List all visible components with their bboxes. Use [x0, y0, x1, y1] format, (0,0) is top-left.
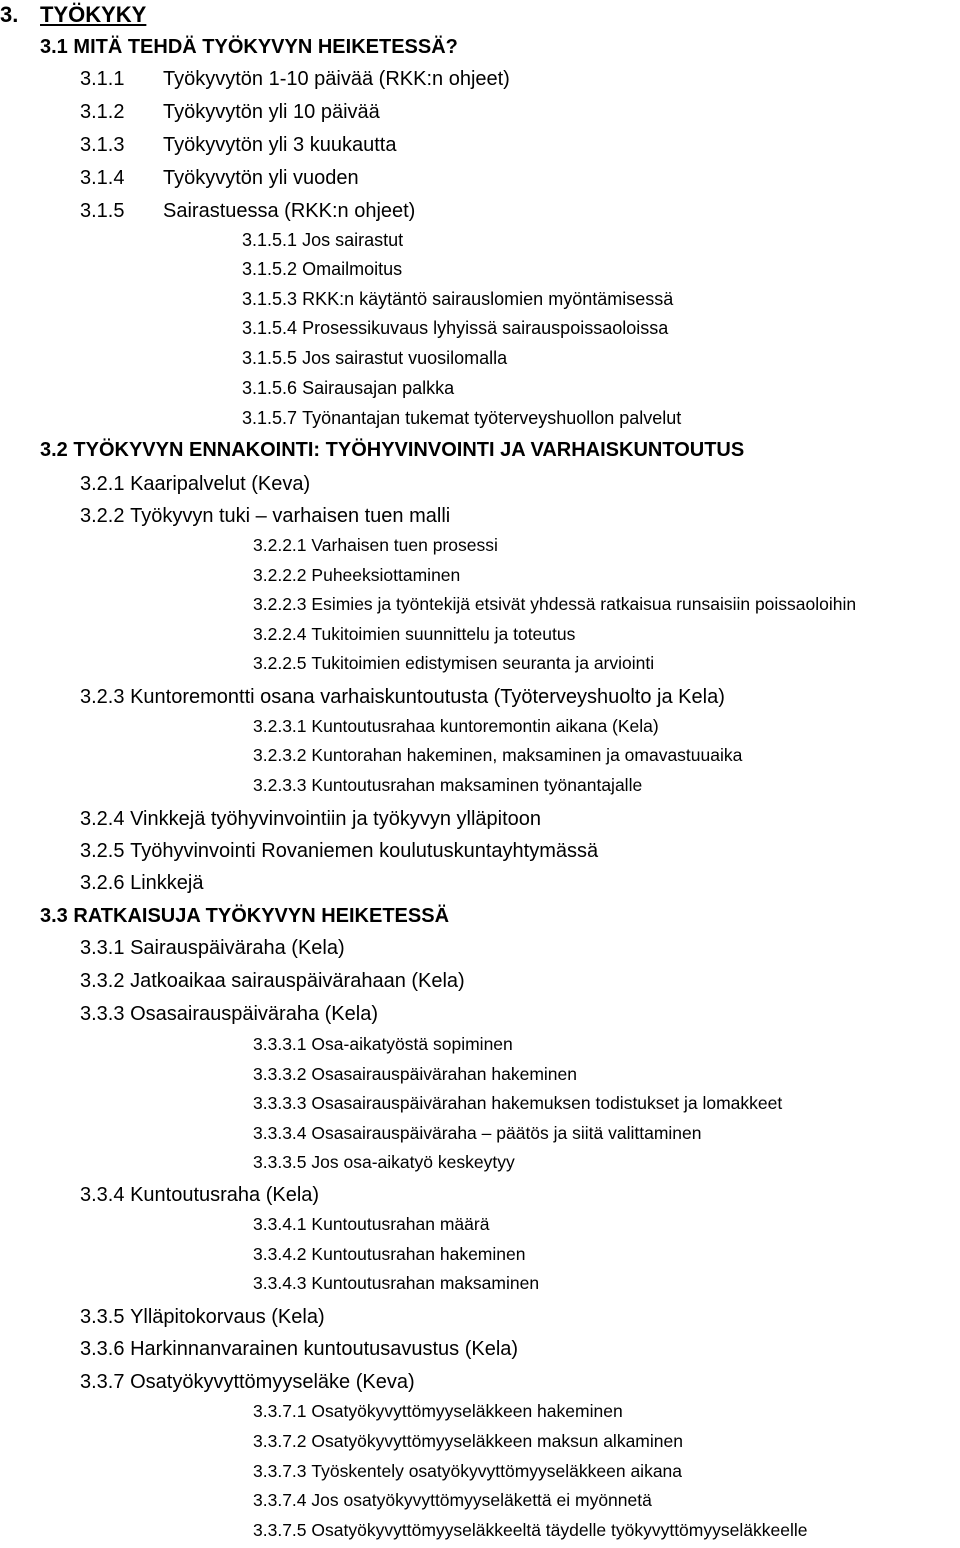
toc-entry-title: TYÖKYVYN ENNAKOINTI: TYÖHYVINVOINTI JA VARHAISKUNTOUTUS — [73, 439, 745, 461]
toc-entry-title: Työkyvyn tuki – varhaisen tuen malli — [130, 505, 451, 527]
toc-entry-title: Jos sairastut vuosilomalla — [302, 348, 508, 368]
toc-entry-number: 3.1.5.1 — [242, 230, 298, 250]
toc-entry-number: 3.2.4 — [80, 808, 125, 830]
toc-entry-title: Vinkkejä työhyvinvointiin ja työkyvyn ylläpitoon — [130, 808, 542, 830]
toc-entry — [80, 1339, 518, 1359]
toc-entry — [253, 1246, 525, 1264]
toc-entry-title: Osa-aikatyöstä sopiminen — [311, 1034, 513, 1054]
toc-entry — [253, 1154, 515, 1172]
toc-entry — [80, 809, 541, 829]
toc-entry — [242, 319, 668, 337]
toc-entry — [253, 1522, 807, 1540]
toc-entry-number: 3.3.7.1 — [253, 1401, 307, 1421]
toc-entry-number: 3.3 — [40, 905, 68, 927]
toc-entry — [0, 4, 146, 26]
toc-entry-number: 3.2.2.4 — [253, 624, 307, 644]
toc-entry — [253, 1403, 623, 1421]
toc-entry-number: 3.3.7.5 — [253, 1520, 307, 1540]
toc-entry — [80, 1185, 319, 1205]
toc-entry — [80, 168, 359, 188]
toc-entry — [253, 1095, 782, 1113]
toc-entry-title: Sairastuessa (RKK:n ohjeet) — [163, 200, 416, 222]
toc-entry-number: 3.1.2 — [80, 101, 125, 123]
toc-entry — [242, 379, 454, 397]
toc-entry-number: 3.3.3 — [80, 1003, 125, 1025]
toc-entry — [253, 626, 575, 644]
toc-entry — [80, 69, 510, 89]
toc-entry — [242, 409, 681, 427]
toc-entry — [242, 231, 403, 249]
toc-entry — [80, 1307, 325, 1327]
toc-entry-title: Kuntoutusrahan maksaminen — [311, 1273, 540, 1293]
toc-entry-number: 3.1.4 — [80, 167, 125, 189]
toc-entry — [80, 687, 725, 707]
toc-entry-number: 3.3.7.4 — [253, 1490, 307, 1510]
toc-entry-title: Työskentely osatyökyvyttömyyseläkkeen aikana — [311, 1461, 683, 1481]
toc-entry — [80, 1004, 378, 1024]
toc-entry-title: Kuntoutusraha (Kela) — [130, 1184, 320, 1206]
toc-entry-number: 3.2.1 — [80, 473, 125, 495]
toc-entry-number: 3.3.4 — [80, 1184, 125, 1206]
toc-entry-title: Työkyvytön yli 3 kuukautta — [163, 134, 397, 156]
toc-entry-number: 3.3.1 — [80, 937, 125, 959]
toc-entry-title: Työkyvytön yli 10 päivää — [163, 101, 380, 123]
toc-entry-title: Osatyökyvyttömyyseläke (Keva) — [130, 1371, 415, 1393]
toc-entry-title: Työkyvytön 1-10 päivää (RKK:n ohjeet) — [163, 68, 510, 90]
toc-entry-number: 3.3.7.3 — [253, 1461, 307, 1481]
toc-entry-title: Kaaripalvelut (Keva) — [130, 473, 311, 495]
toc-entry-number: 3.3.3.3 — [253, 1093, 307, 1113]
toc-entry-number: 3.3.6 — [80, 1338, 125, 1360]
toc-entry-number: 3.3.3.1 — [253, 1034, 307, 1054]
toc-entry — [40, 906, 449, 926]
toc-entry-title: Esimies ja työntekijä etsivät yhdessä ratkaisua runsaisiin poissaoloihin — [311, 594, 857, 614]
toc-entry-title: Sairausajan palkka — [302, 378, 455, 398]
toc-entry — [253, 1066, 577, 1084]
toc-entry-number: 3.3.3.5 — [253, 1152, 307, 1172]
toc-entry-title: Osasairauspäiväraha – päätös ja siitä valittaminen — [311, 1123, 702, 1143]
toc-entry-title: Kuntoutusrahan hakeminen — [311, 1244, 526, 1264]
toc-entry-number: 3.1.5.4 — [242, 318, 298, 338]
toc-entry-title: Osatyökyvyttömyyseläkkeeltä täydelle työkyvyttömyyseläkkeelle — [311, 1520, 808, 1540]
toc-entry-number: 3.2 — [40, 439, 68, 461]
toc-entry-title: Työnantajan tukemat työterveyshuollon palvelut — [302, 408, 682, 428]
toc-entry — [253, 1036, 513, 1054]
toc-entry-title: TYÖKYKY — [40, 2, 147, 27]
toc-entry — [253, 537, 498, 555]
toc-entry — [253, 1492, 652, 1510]
toc-entry — [253, 596, 856, 614]
toc-entry-title: Jatkoaikaa sairauspäivärahaan (Kela) — [130, 970, 465, 992]
toc-entry-number: 3.1 — [40, 36, 68, 58]
toc-entry-number: 3.3.7.2 — [253, 1431, 307, 1451]
toc-entry — [253, 655, 654, 673]
toc-entry — [80, 971, 465, 991]
toc-entry — [80, 938, 345, 958]
toc-entry-number: 3.3.4.2 — [253, 1244, 307, 1264]
toc-entry-number: 3.3.5 — [80, 1306, 125, 1328]
toc-entry — [253, 718, 659, 736]
toc-entry-title: Sairauspäiväraha (Kela) — [130, 937, 345, 959]
toc-entry — [253, 1216, 489, 1234]
toc-entry-title: Osatyökyvyttömyyseläkkeen hakeminen — [311, 1401, 623, 1421]
toc-entry — [253, 777, 642, 795]
toc-entry-title: Osasairauspäiväraha (Kela) — [130, 1003, 378, 1025]
toc-entry-number: 3.1.3 — [80, 134, 125, 156]
toc-entry-number: 3.2.3.1 — [253, 716, 307, 736]
toc-entry-title: Työkyvytön yli vuoden — [163, 167, 359, 189]
toc-entry-title: Kuntorahan hakeminen, maksaminen ja omavastuuaika — [311, 745, 743, 765]
toc-entry-title: Kuntoutusrahan määrä — [311, 1214, 490, 1234]
toc-entry-title: Jos osa-aikatyö keskeytyy — [311, 1152, 515, 1172]
toc-entry — [80, 135, 396, 155]
toc-entry-number: 3.2.3.3 — [253, 775, 307, 795]
toc-entry-number: 3.2.5 — [80, 840, 125, 862]
toc-entry-number: 3.2.3 — [80, 686, 125, 708]
toc-entry-title: Kuntoutusrahaa kuntoremontin aikana (Kela) — [311, 716, 659, 736]
toc-entry-number: 3.1.5.3 — [242, 289, 298, 309]
toc-entry-number: 3.3.7 — [80, 1371, 125, 1393]
toc-entry-number: 3.1.5.5 — [242, 348, 298, 368]
toc-entry-number: 3.1.5 — [80, 200, 125, 222]
toc-entry-number: 3.1.5.7 — [242, 408, 298, 428]
toc-entry-number: 3.2.2.2 — [253, 565, 307, 585]
toc-entry-number: 3.3.4.3 — [253, 1273, 307, 1293]
toc-entry — [40, 440, 744, 460]
toc-entry-title: Prosessikuvaus lyhyissä sairauspoissaoloissa — [302, 318, 669, 338]
toc-entry-number: 3. — [0, 2, 19, 27]
toc-entry — [253, 747, 742, 765]
toc-entry-number: 3.3.3.4 — [253, 1123, 307, 1143]
toc-entry — [253, 1125, 702, 1143]
toc-entry-title: RATKAISUJA TYÖKYVYN HEIKETESSÄ — [73, 905, 450, 927]
toc-entry-number: 3.1.5.6 — [242, 378, 298, 398]
toc-entry-number: 3.2.3.2 — [253, 745, 307, 765]
toc-entry — [80, 506, 450, 526]
toc-entry-number: 3.3.2 — [80, 970, 125, 992]
toc-entry — [242, 260, 402, 278]
toc-entry-title: Tukitoimien edistymisen seuranta ja arviointi — [311, 653, 655, 673]
toc-entry-title: Omailmoitus — [302, 259, 403, 279]
toc-entry — [253, 1463, 682, 1481]
toc-entry-number: 3.3.3.2 — [253, 1064, 307, 1084]
toc-entry-number: 3.2.2.3 — [253, 594, 307, 614]
toc-entry — [80, 1372, 415, 1392]
toc-entry-title: Osatyökyvyttömyyseläkkeen maksun alkaminen — [311, 1431, 683, 1451]
toc-entry — [80, 201, 415, 221]
toc-entry — [80, 102, 380, 122]
toc-entry-title: Osasairauspäivärahan hakemuksen todistukset ja lomakkeet — [311, 1093, 783, 1113]
toc-entry-title: MITÄ TEHDÄ TYÖKYVYN HEIKETESSÄ? — [73, 36, 458, 58]
toc-entry-title: Puheeksiottaminen — [311, 565, 461, 585]
toc-entry-title: Linkkejä — [130, 872, 204, 894]
toc-entry — [80, 474, 310, 494]
toc-entry — [253, 567, 460, 585]
toc-entry-title: Ylläpitokorvaus (Kela) — [130, 1306, 325, 1328]
toc-entry — [40, 37, 458, 57]
toc-entry-number: 3.1.5.2 — [242, 259, 298, 279]
toc-entry-title: Osasairauspäivärahan hakeminen — [311, 1064, 577, 1084]
toc-entry-title: RKK:n käytäntö sairauslomien myöntämisessä — [302, 289, 674, 309]
toc-entry-title: Tukitoimien suunnittelu ja toteutus — [311, 624, 576, 644]
toc-entry-number: 3.2.6 — [80, 872, 125, 894]
toc-entry — [80, 873, 203, 893]
toc-entry-number: 3.1.1 — [80, 68, 125, 90]
toc-entry — [242, 349, 507, 367]
toc-entry-number: 3.2.2 — [80, 505, 125, 527]
toc-entry — [242, 290, 673, 308]
toc-entry — [80, 841, 598, 861]
toc-entry-title: Varhaisen tuen prosessi — [311, 535, 498, 555]
toc-entry-title: Harkinnanvarainen kuntoutusavustus (Kela) — [130, 1338, 519, 1360]
toc-entry-title: Työhyvinvointi Rovaniemen koulutuskuntayhtymässä — [130, 840, 599, 862]
toc-entry-number: 3.2.2.1 — [253, 535, 307, 555]
toc-entry-title: Kuntoutusrahan maksaminen työnantajalle — [311, 775, 643, 795]
toc-entry-number: 3.2.2.5 — [253, 653, 307, 673]
toc-entry — [253, 1275, 539, 1293]
toc-entry — [253, 1433, 683, 1451]
toc-entry-title: Jos sairastut — [302, 230, 404, 250]
toc-entry-title: Jos osatyökyvyttömyyseläkettä ei myönnetä — [311, 1490, 652, 1510]
toc-entry-title: Kuntoremontti osana varhaiskuntoutusta (Työterveyshuolto ja Kela) — [130, 686, 725, 708]
toc-entry-number: 3.3.4.1 — [253, 1214, 307, 1234]
